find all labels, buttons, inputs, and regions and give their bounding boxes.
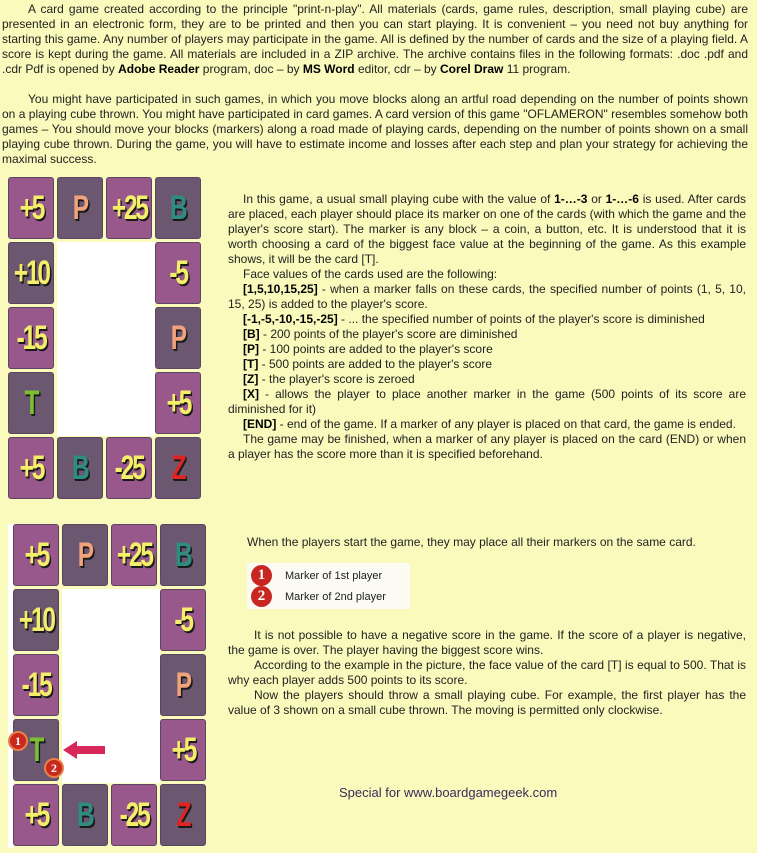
card-value: +5 bbox=[19, 188, 43, 227]
cube-range-3: 1-…-3 bbox=[554, 192, 588, 206]
card-value: -25 bbox=[119, 795, 149, 834]
card-b bbox=[57, 437, 103, 499]
card-b bbox=[62, 784, 108, 846]
intro-text: editor, cdr – by bbox=[354, 62, 440, 76]
ms-word-label: MS Word bbox=[302, 62, 355, 76]
marker-1-icon: 1 bbox=[251, 565, 272, 586]
game-board-markers bbox=[13, 524, 209, 848]
rule-description: - allows the player to place another marker in the game (500 points of its score are diminished for it) bbox=[228, 387, 746, 416]
card-value: -15 bbox=[16, 318, 46, 357]
card-value: T bbox=[24, 383, 38, 422]
legend-item bbox=[251, 565, 382, 586]
rule-key: [END] bbox=[243, 417, 277, 431]
card-value: +5 bbox=[166, 383, 190, 422]
rule-item bbox=[228, 387, 746, 417]
legend-label: Marker of 1st player bbox=[285, 569, 383, 582]
card-z bbox=[160, 784, 206, 846]
card-value: B bbox=[72, 448, 88, 487]
card-value: T bbox=[29, 730, 43, 769]
card-value: -15 bbox=[21, 665, 51, 704]
card-value: -5 bbox=[169, 253, 187, 292]
card-value: B bbox=[77, 795, 93, 834]
card-p bbox=[62, 524, 108, 586]
rule-key: [1,5,10,15,25] bbox=[243, 282, 318, 296]
card-value: +25 bbox=[111, 188, 147, 227]
rule-description: - ... the specified number of points of the player's score is diminished bbox=[337, 312, 705, 326]
card-value: -25 bbox=[114, 448, 144, 487]
rule-description: - 100 points are added to the player's score bbox=[259, 342, 493, 356]
card-value: +5 bbox=[24, 535, 48, 574]
arrow-left-icon bbox=[63, 740, 107, 760]
description-paragraph: You might have participated in such games, in which you move blocks along an artful road depending on the number of points shown on a playing cube thrown. You might have participated in card games. A card version of this game "OFLAMERON" resembles somehow both games – You should move your blocks (markers) along a road made of playing cards, depending on the number of points shown on a small playing cube thrown. During the game, you will have to estimate income and losses after each step and plan your strategy for achieving the maximal success. bbox=[2, 92, 748, 166]
rule-description: - when a marker falls on these cards, the specified number of points (1, 5, 10, 15, 25) is added to the player's score. bbox=[228, 282, 746, 311]
corel-draw-label: Corel Draw bbox=[440, 62, 504, 76]
card-value: B bbox=[170, 188, 186, 227]
rule-key: [B] bbox=[243, 327, 260, 341]
game-board-example bbox=[8, 177, 204, 501]
rule-item bbox=[228, 327, 746, 342]
card-b bbox=[160, 524, 206, 586]
board-center bbox=[57, 242, 155, 436]
card-plus5 bbox=[8, 177, 54, 239]
rules-intro bbox=[228, 192, 746, 267]
rules-text-part: In this game, a usual small playing cube with the value of bbox=[243, 192, 555, 206]
gameplay-text bbox=[228, 628, 746, 718]
rule-key: [T] bbox=[243, 357, 259, 371]
card-minus5 bbox=[160, 589, 206, 651]
card-value: +5 bbox=[171, 730, 195, 769]
card-value: P bbox=[170, 318, 186, 357]
intro-text: 11 program. bbox=[503, 62, 571, 76]
throw-cube-text: Now the players should throw a small playing cube. For example, the first player has the value of 3 shown on a small cube thrown. The moving is permitted only clockwise. bbox=[228, 688, 746, 717]
rules-text-part: is used. After cards are placed, each player should place its marker on one of the cards (with which the game and the player's score start). The marker is any block – a coin, a button, etc. It is understood that it is worth choosing a card of the biggest face value at the beginning of the game. As this example shows, it will be the card [T]. bbox=[228, 192, 746, 266]
rule-key: [X] bbox=[243, 387, 259, 401]
card-value: +5 bbox=[19, 448, 43, 487]
rule-description: - 500 points are added to the player's score bbox=[258, 357, 493, 371]
legend-item bbox=[251, 586, 386, 607]
adobe-reader-label: Adobe Reader bbox=[118, 62, 200, 76]
negative-score-rule: It is not possible to have a negative score in the game. If the score of a player is negative, the game is over. The player having the biggest score wins. bbox=[228, 628, 746, 657]
card-minus25 bbox=[111, 784, 157, 846]
rules-text bbox=[228, 192, 746, 462]
example-text: According to the example in the picture, the face value of the card [T] is equal to 500. That is why each player adds 500 points to its score. bbox=[228, 658, 746, 687]
rule-item bbox=[228, 342, 746, 357]
card-minus25 bbox=[106, 437, 152, 499]
card-b bbox=[155, 177, 201, 239]
rule-description: - 200 points of the player's score are diminished bbox=[259, 327, 518, 341]
marker-2-icon: 2 bbox=[251, 586, 272, 607]
special-for-link[interactable]: Special for www.boardgamegeek.com bbox=[339, 785, 558, 800]
card-z bbox=[155, 437, 201, 499]
intro-paragraph bbox=[2, 2, 748, 77]
card-p bbox=[155, 307, 201, 369]
rule-description: - end of the game. If a marker of any player is placed on that card, the game is ended. bbox=[276, 417, 736, 431]
card-value: Z bbox=[171, 448, 185, 487]
rule-item bbox=[228, 417, 746, 432]
card-plus5 bbox=[13, 784, 59, 846]
face-values-heading: Face values of the cards used are the following: bbox=[243, 267, 498, 281]
card-value: +10 bbox=[18, 600, 54, 639]
card-minus15 bbox=[8, 307, 54, 369]
card-value: +25 bbox=[116, 535, 152, 574]
rule-key: [P] bbox=[243, 342, 259, 356]
card-value: +10 bbox=[13, 253, 49, 292]
rule-item bbox=[228, 312, 746, 327]
legend-label: Marker of 2nd player bbox=[285, 590, 386, 603]
card-value: P bbox=[77, 535, 93, 574]
rule-key: [-1,-5,-10,-15,-25] bbox=[243, 312, 338, 326]
finish-rule: The game may be finished, when a marker of any player is placed on the card (END) or when a player has the score more than it is specified beforehand. bbox=[228, 432, 746, 461]
player-2-marker: 2 bbox=[44, 758, 64, 778]
intro-text: A card game created according to the principle "print-n-play". All materials (cards, game rules, description, small playing cube) are presented in an electronic form, they are to be printed and then you can start playing. It is convenient – you need not buy anything for starting this game. Any number of players may participate in the game. All is defined by the number of cards and the size of a playing field. A score is kept during the game. All materials are included in a ZIP archive. The archive contains files in the following formats: .doc .pdf and .cdr Pdf is opened by bbox=[2, 2, 748, 76]
card-value: B bbox=[175, 535, 191, 574]
rule-key: [Z] bbox=[243, 372, 259, 386]
card-minus5 bbox=[155, 242, 201, 304]
marker-legend bbox=[247, 563, 410, 609]
card-plus5 bbox=[160, 719, 206, 781]
card-value: +5 bbox=[24, 795, 48, 834]
card-t bbox=[8, 372, 54, 434]
rule-description: - the player's score is zeroed bbox=[258, 372, 415, 386]
card-plus10 bbox=[8, 242, 54, 304]
card-p bbox=[160, 654, 206, 716]
card-plus25 bbox=[106, 177, 152, 239]
intro-text: program, doc – by bbox=[199, 62, 303, 76]
rules-text-part: or bbox=[587, 192, 606, 206]
card-p bbox=[57, 177, 103, 239]
card-plus5 bbox=[8, 437, 54, 499]
card-plus5 bbox=[13, 524, 59, 586]
card-value: P bbox=[72, 188, 88, 227]
card-value: P bbox=[175, 665, 191, 704]
cube-range-6: 1-…-6 bbox=[605, 192, 639, 206]
card-value: -5 bbox=[174, 600, 192, 639]
card-plus10 bbox=[13, 589, 59, 651]
card-minus15 bbox=[13, 654, 59, 716]
card-plus25 bbox=[111, 524, 157, 586]
player-1-marker: 1 bbox=[8, 731, 28, 751]
card-value: Z bbox=[176, 795, 190, 834]
rule-item bbox=[228, 357, 746, 372]
rule-item bbox=[228, 372, 746, 387]
start-text: When the players start the game, they may place all their markers on the same card. bbox=[247, 535, 696, 549]
rule-item bbox=[228, 282, 746, 312]
card-plus5 bbox=[155, 372, 201, 434]
